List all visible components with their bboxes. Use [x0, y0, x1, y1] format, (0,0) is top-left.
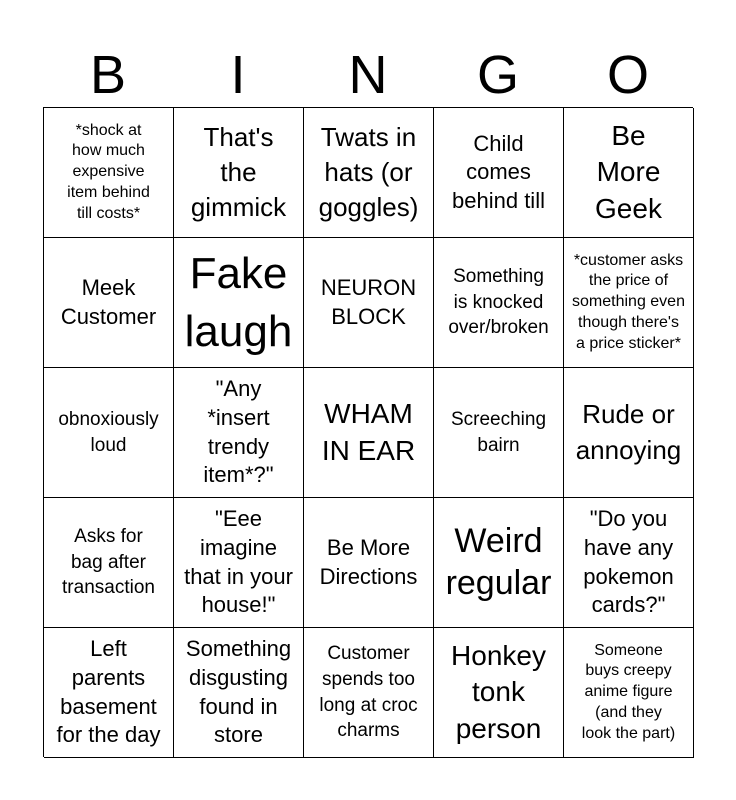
bingo-cell[interactable]	[174, 368, 304, 498]
cell-text: WHAM IN EAR	[321, 398, 416, 466]
cell-text: Twats in hats (or goggles)	[318, 121, 419, 223]
bingo-card-grid	[43, 107, 693, 757]
cell-text: *shock at how much expensive item behind till costs*	[67, 121, 150, 222]
cell-text: Asks for bag after transaction	[62, 526, 155, 599]
bingo-cell[interactable]	[434, 238, 564, 368]
header-letter-b: B	[89, 45, 127, 105]
header-letter-i: I	[230, 45, 246, 105]
bingo-cell[interactable]	[304, 628, 434, 758]
cell-text: Fake laugh	[184, 249, 293, 356]
bingo-cell[interactable]	[174, 108, 304, 238]
header-letter-g: G	[476, 45, 519, 105]
cell-text: Someone buys creepy anime figure (and they look the part)	[581, 641, 676, 742]
bingo-cell[interactable]	[564, 368, 694, 498]
bingo-cell[interactable]	[564, 108, 694, 238]
bingo-cell[interactable]	[434, 628, 564, 758]
bingo-header	[43, 44, 693, 106]
cell-text: Weird regular	[445, 522, 552, 602]
cell-text: Rude or annoying	[575, 399, 682, 465]
header-letter-o: O	[606, 45, 649, 105]
cell-text: That's the gimmick	[190, 121, 287, 223]
bingo-cell[interactable]	[304, 498, 434, 628]
bingo-cell[interactable]	[304, 368, 434, 498]
cell-text: Be More Geek	[595, 119, 662, 224]
cell-text: Meek Customer	[60, 274, 157, 329]
bingo-cell[interactable]	[434, 368, 564, 498]
bingo-cell[interactable]	[44, 238, 174, 368]
cell-text: NEURON BLOCK	[320, 274, 417, 329]
bingo-cell[interactable]	[564, 628, 694, 758]
cell-text: Honkey tonk person	[451, 639, 546, 744]
bingo-cell[interactable]	[44, 498, 174, 628]
header-letter-n: N	[348, 45, 388, 105]
cell-text: Child comes behind till	[452, 130, 545, 213]
cell-text: *customer asks the price of something even though there's a price sticker*	[572, 251, 685, 352]
bingo-cell[interactable]	[44, 108, 174, 238]
bingo-cell[interactable]	[44, 368, 174, 498]
cell-text: Left parents basement for the day	[56, 636, 161, 748]
bingo-cell[interactable]	[174, 628, 304, 758]
bingo-cell[interactable]	[564, 238, 694, 368]
bingo-cell[interactable]	[174, 238, 304, 368]
bingo-cell[interactable]	[44, 628, 174, 758]
bingo-cell[interactable]	[304, 238, 434, 368]
bingo-cell[interactable]	[434, 108, 564, 238]
cell-text: Something is knocked over/broken	[448, 266, 549, 339]
cell-text: Screeching bairn	[450, 408, 547, 456]
cell-text: Something disgusting found in store	[185, 636, 292, 748]
bingo-cell[interactable]	[304, 108, 434, 238]
cell-text: obnoxiously loud	[58, 408, 159, 456]
cell-text: Be More Directions	[319, 534, 418, 589]
cell-text: "Any *insert trendy item*?"	[203, 376, 274, 488]
cell-text: "Eee imagine that in your house!"	[184, 506, 293, 618]
bingo-cell[interactable]	[564, 498, 694, 628]
cell-text: Customer spends too long at croc charms	[319, 643, 418, 742]
bingo-cell[interactable]	[434, 498, 564, 628]
bingo-cell[interactable]	[174, 498, 304, 628]
cell-text: "Do you have any pokemon cards?"	[583, 506, 674, 618]
